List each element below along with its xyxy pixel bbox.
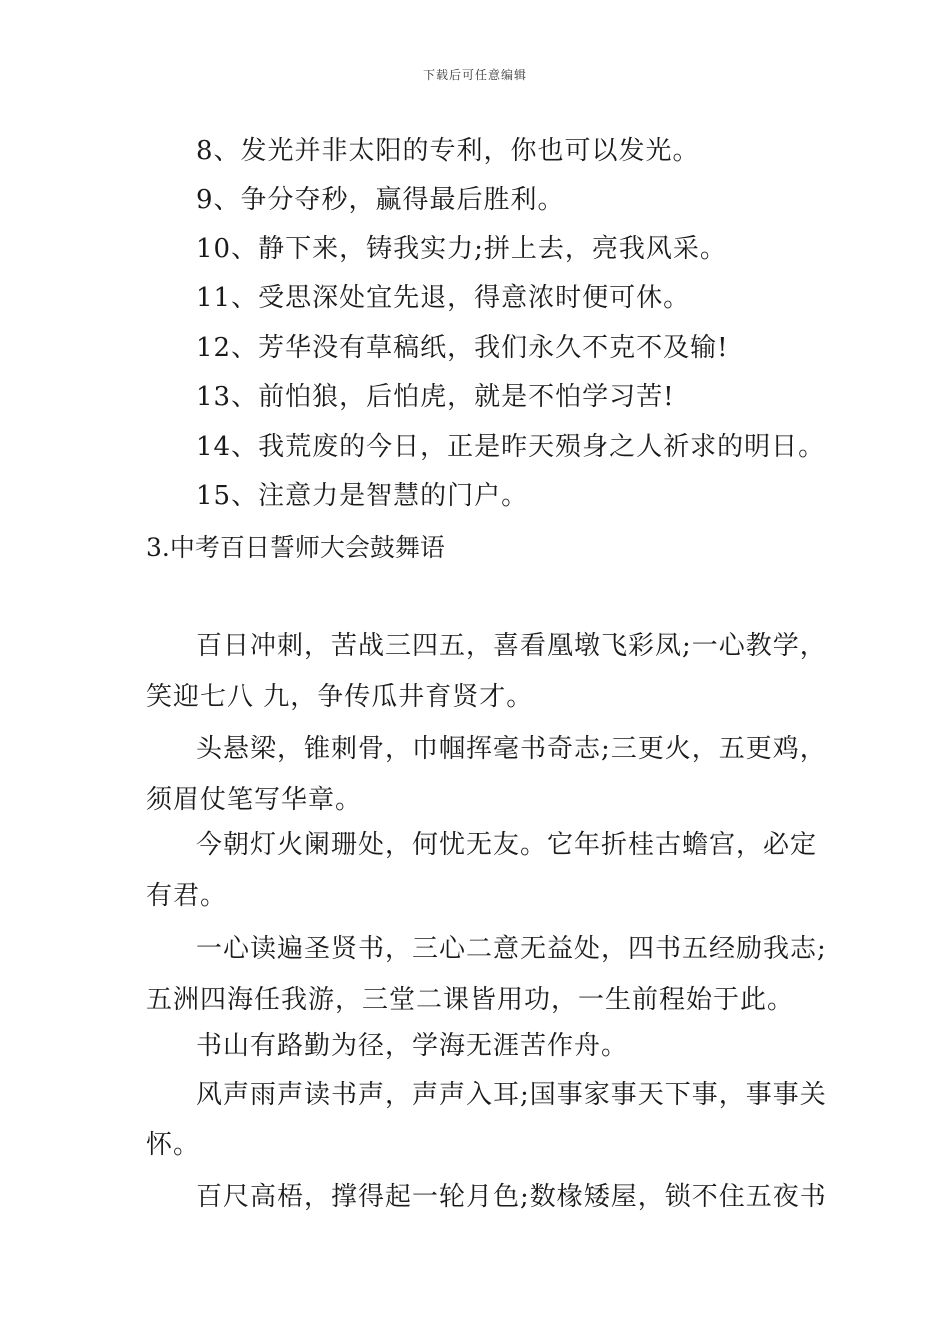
list-item: 15、注意力是智慧的门户。 [196,481,529,511]
paragraph-line: 怀。 [146,1130,201,1160]
list-item: 11、受思深处宜先退，得意浓时便可休。 [196,283,691,313]
page-header: 下载后可任意编辑 [422,68,527,82]
list-item: 8、发光并非太阳的专利，你也可以发光。 [196,136,700,166]
paragraph-line: 风声雨声读书声，声声入耳;国事家事天下事，事事关 [196,1080,827,1110]
paragraph-line: 有君。 [146,881,228,911]
list-item: 14、我荒废的今日，正是昨天殒身之人祈求的明日。 [196,432,826,462]
paragraph-line: 头悬梁，锥刺骨，巾帼挥毫书奇志;三更火，五更鸡， [196,734,827,764]
paragraph-line: 五洲四海任我游，三堂二课皆用功，一生前程始于此。 [146,985,795,1015]
section-heading: 3.中考百日誓师大会鼓舞语 [146,533,445,562]
list-item: 10、静下来，铸我实力;拼上去，亮我风采。 [196,234,727,264]
paragraph-line: 笑迎七八 九，争传瓜井育贤才。 [146,682,534,712]
paragraph-line: 须眉仗笔写华章。 [146,785,363,815]
paragraph-line: 百日冲刺，苦战三四五，喜看凰墩飞彩凤;一心教学， [196,631,827,661]
list-item: 13、前怕狼，后怕虎，就是不怕学习苦! [196,382,675,412]
list-item: 9、争分夺秒，赢得最后胜利。 [196,185,565,215]
paragraph-line: 一心读遍圣贤书，三心二意无益处，四书五经励我志; [196,934,827,964]
paragraph-line: 今朝灯火阑珊处，何忧无友。它年折桂古蟾宫，必定 [196,830,818,860]
paragraph-line: 书山有路勤为径，学海无涯苦作舟。 [196,1031,629,1061]
paragraph-line: 百尺高梧，撑得起一轮月色;数椽矮屋，锁不住五夜书 [196,1182,827,1212]
list-item: 12、芳华没有草稿纸，我们永久不克不及输! [196,333,729,363]
